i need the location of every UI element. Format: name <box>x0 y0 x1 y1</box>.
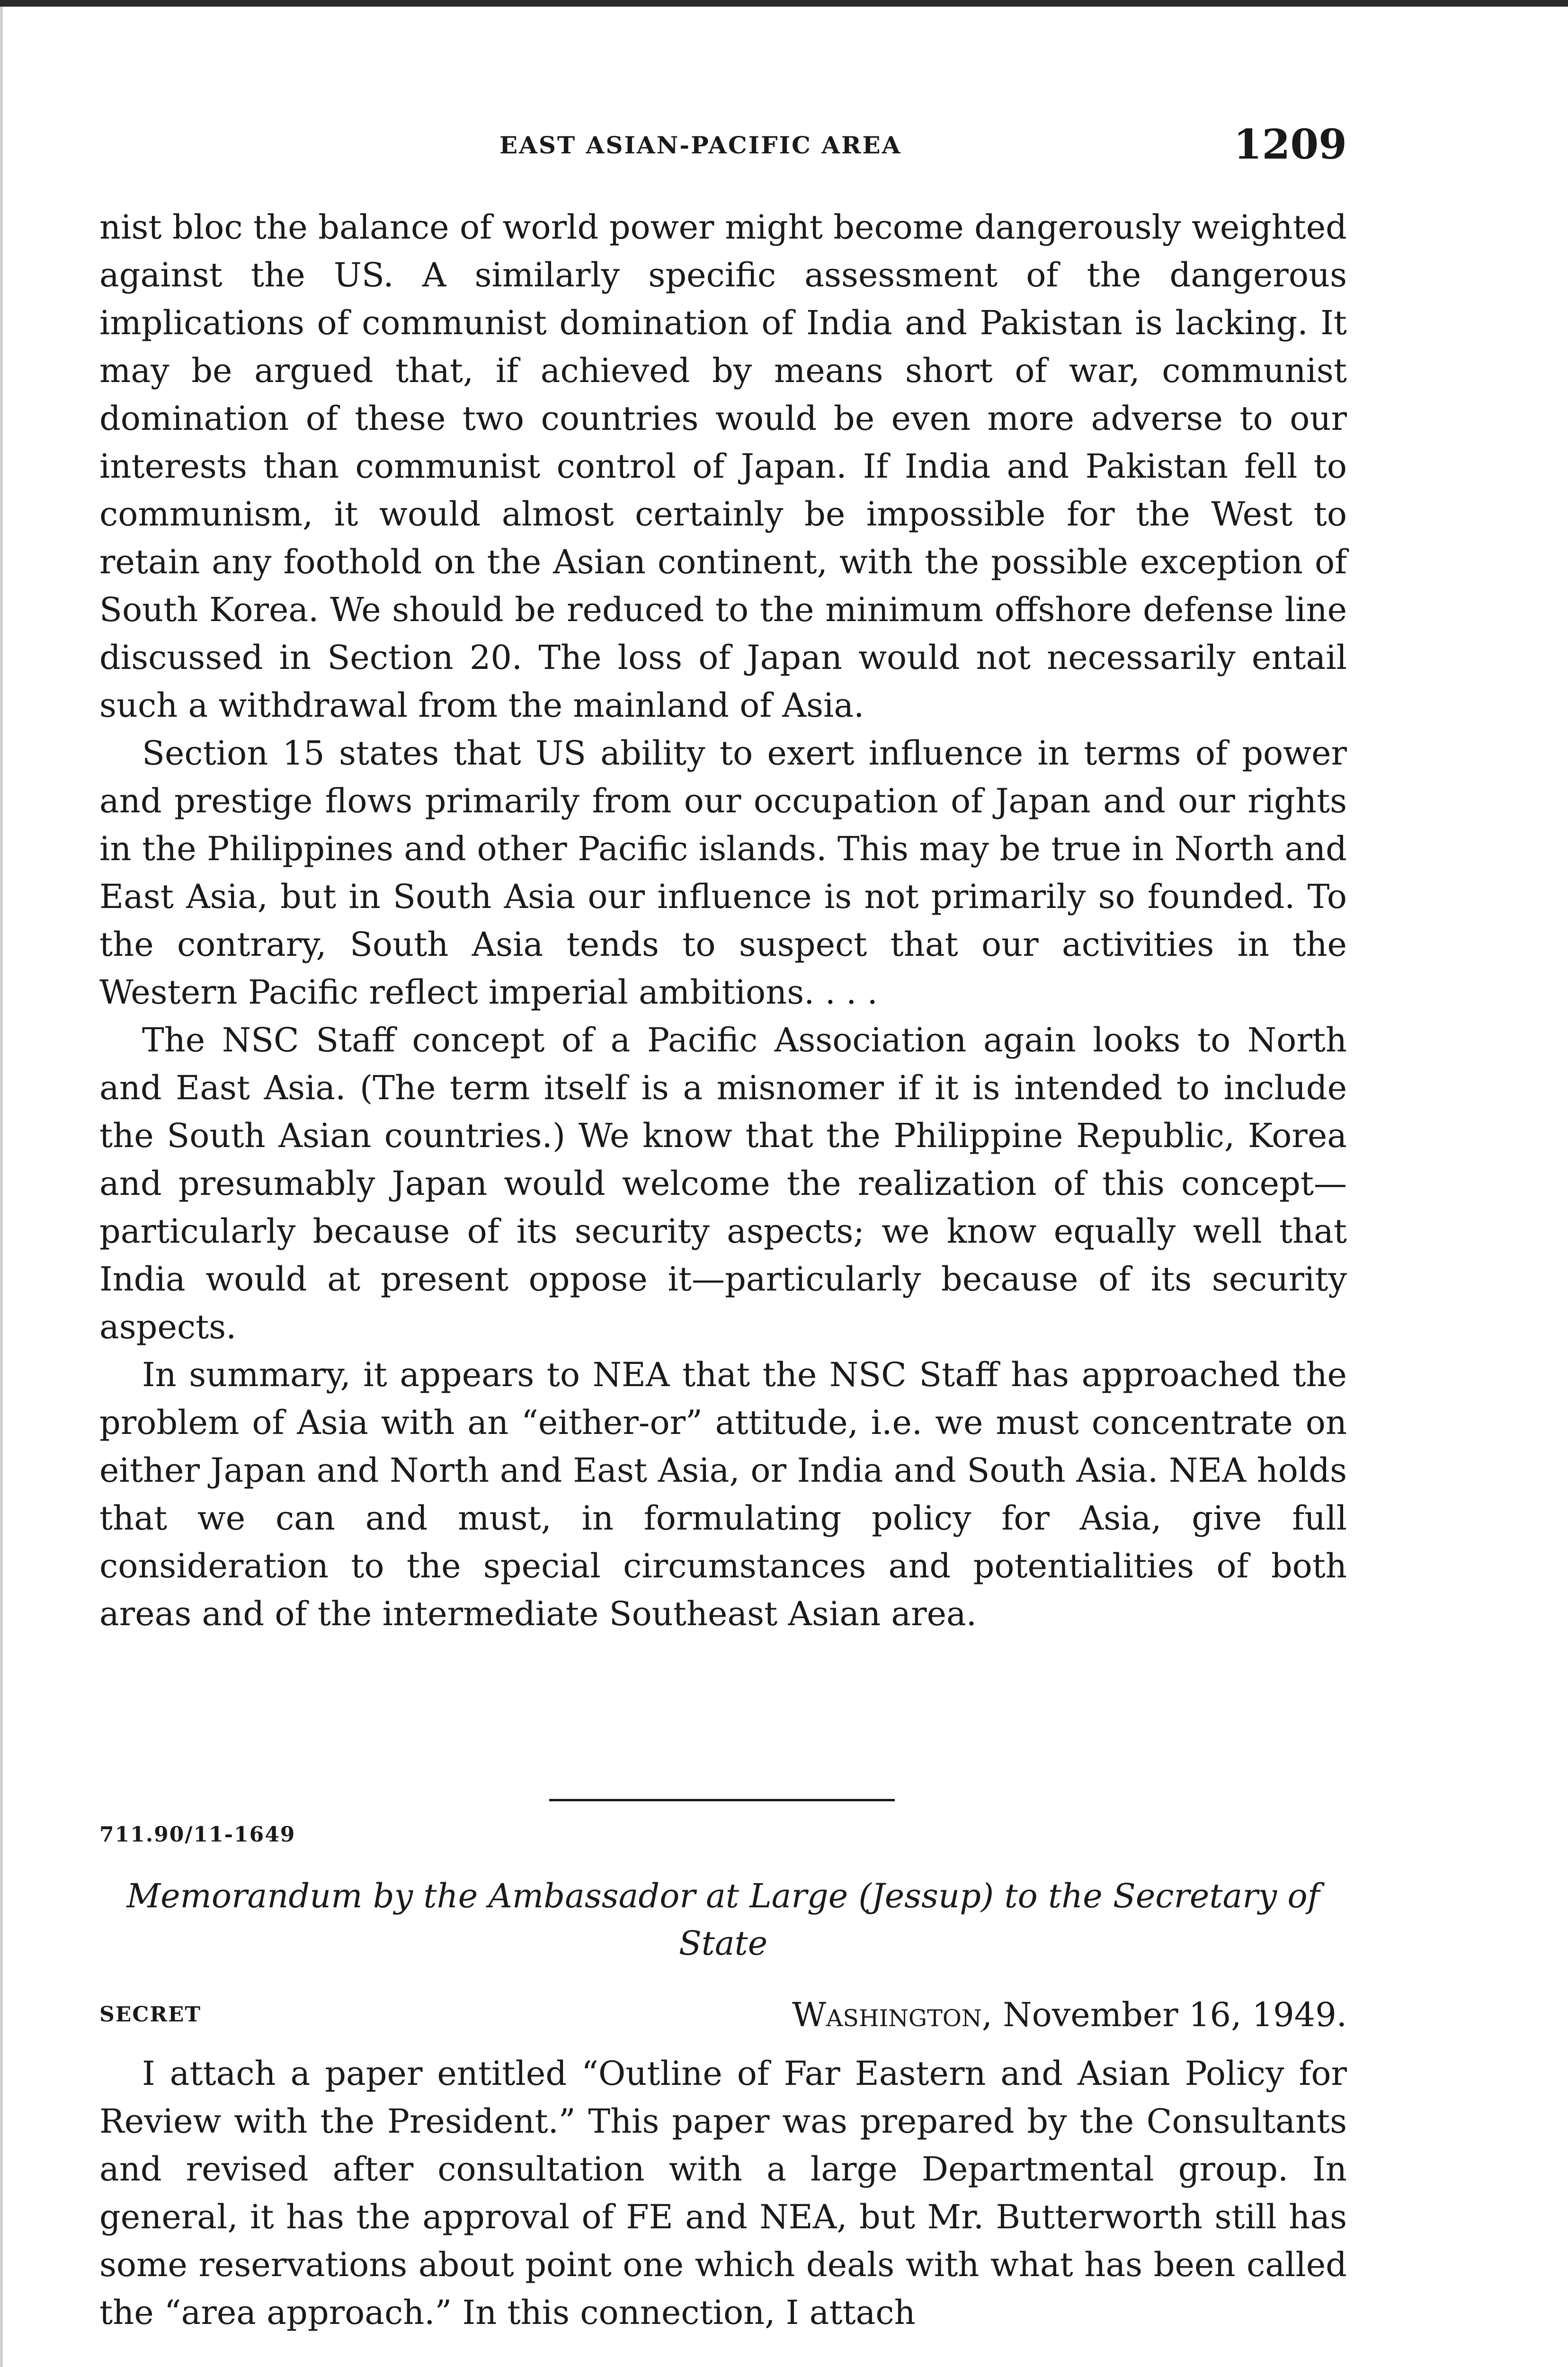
paragraph-pacific-association: The NSC Staff concept of a Pacific Association again looks to North and East Asia. (The term itself is a misnomer if it is intended to include the South Asian countries.) We know that the Philippine Republic, Korea and presumably Japan would welcome the realization of this concept—particularly because of its security aspects; we know equally well that India would at present oppose it—particularly because of its security aspects. <box>99 1021 1347 1346</box>
classification-marking: SECRET <box>99 2002 202 2027</box>
memo-text <box>99 2050 1347 2337</box>
paragraph-continued: nist bloc the balance of world power might become dangerously weighted against the US. A similarly specific assessment of the dangerous implications of communist domination of India and Pakistan is lacking. It may be argued that, if achieved by means short of war, communist domination of these two countries would be even more adverse to our interests than communist control of Japan. If India and Pakistan fell to communism, it would almost certainly be impossible for the West to retain any foothold on the Asian continent, with the possible exception of South Korea. We should be reduced to the minimum offshore defense line discussed in Section 20. The loss of Japan would not necessarily entail such a withdrawal from the mainland of Asia. <box>99 208 1347 725</box>
running-title: EAST ASIAN-PACIFIC AREA <box>499 131 902 159</box>
section-divider <box>549 1799 895 1801</box>
paragraph-section-15: Section 15 states that US ability to exert influence in terms of power and prestige flows primarily from our occupation of Japan and our rights in the Philippines and other Pacific islands. This may be true in North and East Asia, but in South Asia our influence is not primarily so founded. To the contrary, South Asia tends to suspect that our activities in the Western Pacific reflect imperial ambitions. . . . <box>99 734 1347 1012</box>
body-text <box>99 204 1347 1638</box>
memo-paragraph: I attach a paper entitled “Outline of Far Eastern and Asian Policy for Review with the President.” This paper was prepared by the Consultants and revised after consultation with a large Departmental group. In general, it has the approval of FE and NEA, but Mr. Butterworth still has some reservations about point one which deals with what has been called the “area approach.” In this connection, I attach <box>99 2054 1347 2332</box>
dateline <box>792 1995 1347 2034</box>
document-title: Memorandum by the Ambassador at Large (Jessup) to the Secretary of State <box>126 1877 1320 1963</box>
top-edge-rule <box>0 0 1568 7</box>
dateline-place: Washington, <box>792 1995 993 2034</box>
dateline-date: November 16, 1949. <box>1003 1995 1347 2034</box>
page-number: 1209 <box>1233 121 1347 169</box>
running-header <box>99 121 1347 173</box>
paragraph-summary: In summary, it appears to NEA that the NSC Staff has approached the problem of Asia with an “either-or” attitude, i.e. we must concentrate on either Japan and North and East Asia, or India and South Asia. NEA holds that we can and must, in formulating policy for Asia, give full consideration to the special circumstances and potentialities of both areas and of the intermediate Southeast Asian area. <box>99 1355 1347 1633</box>
left-scan-edge <box>0 7 3 2367</box>
file-reference: 711.90/11-1649 <box>99 1823 296 1847</box>
